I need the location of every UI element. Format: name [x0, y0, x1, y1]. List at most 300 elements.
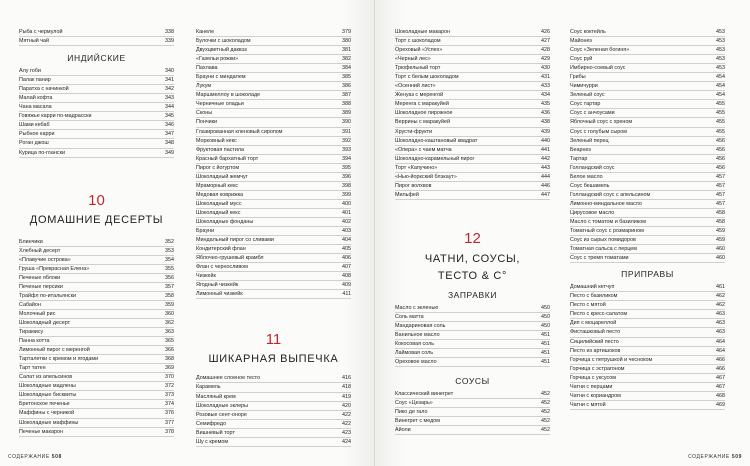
toc-entry-page: 457 — [716, 173, 725, 180]
toc-entry-page: 385 — [342, 74, 351, 81]
toc-entry-title: Лимонный пирог с меренгой — [19, 347, 90, 354]
toc-entry-title: Айоли — [395, 427, 411, 434]
toc-entry — [19, 103, 174, 112]
toc-entry — [196, 55, 351, 64]
toc-entry — [19, 130, 174, 139]
toc-entry — [196, 411, 351, 420]
toc-entry-title: Шоколадные маффины — [19, 419, 79, 426]
toc-entry-page: 438 — [541, 119, 550, 126]
toc-entry — [395, 304, 550, 313]
toc-entry — [196, 64, 351, 73]
toc-entry-page: 339 — [165, 38, 174, 45]
toc-entry — [395, 100, 550, 109]
toc-entry — [196, 73, 351, 82]
toc-entry-page: 452 — [541, 409, 550, 416]
toc-entry-title: Красный бархатный торт — [196, 155, 259, 162]
toc-entry-page: 431 — [541, 74, 550, 81]
toc-entry — [19, 256, 174, 265]
toc-entry-page: 353 — [165, 247, 174, 254]
toc-entry-page: 362 — [165, 319, 174, 326]
toc-entry-title: Рыбное карри — [19, 131, 55, 138]
toc-entry-title: Соус тартар — [570, 101, 601, 108]
toc-entry-page: 453 — [716, 38, 725, 45]
toc-entry-page: 365 — [165, 338, 174, 345]
toc-entry-page: 349 — [165, 149, 174, 156]
toc-entry-page: 454 — [716, 83, 725, 90]
toc-entry-title: Мраморный кекс — [196, 182, 239, 189]
toc-entry-title: Морковный кекс — [196, 137, 237, 144]
toc-entry-title: Белое масло — [570, 173, 603, 180]
toc-entry-page: 345 — [165, 113, 174, 120]
toc-entry — [395, 182, 550, 191]
toc-entry — [19, 67, 174, 76]
toc-list — [196, 28, 351, 299]
toc-entry-title: Пирог волхвов — [395, 182, 432, 189]
chapter-number: 11 — [265, 331, 282, 349]
toc-entry-page: 453 — [716, 47, 725, 54]
toc-entry — [19, 391, 174, 400]
toc-entry-page: 463 — [716, 311, 725, 318]
toc-entry — [395, 28, 550, 37]
toc-entry-page: 467 — [716, 374, 725, 381]
toc-entry-page: 456 — [716, 155, 725, 162]
toc-entry — [570, 209, 725, 218]
toc-entry — [395, 313, 550, 322]
toc-entry-title: Шоколадные эклеры — [196, 402, 249, 409]
toc-entry-title: «Газельи рожки» — [196, 56, 239, 63]
toc-entry-title: Чимичурри — [570, 83, 598, 90]
toc-entry-page: 455 — [716, 128, 725, 135]
toc-entry — [570, 218, 725, 227]
toc-entry-page: 402 — [342, 218, 351, 225]
toc-entry — [395, 340, 550, 349]
toc-list — [196, 374, 351, 446]
toc-entry-title: Печеные персики — [19, 283, 63, 290]
toc-entry-title: Курица по-гоански — [19, 149, 65, 156]
toc-entry — [395, 390, 550, 399]
toc-entry — [570, 338, 725, 347]
toc-entry-title: Лукум — [196, 83, 212, 90]
toc-entry-title: «Осенний лист» — [395, 83, 436, 90]
toc-entry-page: 430 — [541, 65, 550, 72]
toc-entry-title: Лимонно-миндальное масло — [570, 200, 642, 207]
section-title: ЗАПРАВКИ — [447, 289, 498, 300]
toc-entry-title: Классический винегрет — [395, 391, 454, 398]
toc-entry — [19, 400, 174, 409]
toc-entry — [570, 164, 725, 173]
toc-entry-page: 452 — [541, 427, 550, 434]
toc-entry-page: 441 — [541, 146, 550, 153]
toc-entry — [196, 290, 351, 299]
toc-entry — [196, 191, 351, 200]
toc-entry-page: 390 — [342, 119, 351, 126]
toc-entry — [196, 109, 351, 118]
toc-entry — [570, 254, 725, 263]
toc-entry-title: Торт с шоколадом — [395, 38, 441, 45]
toc-entry-page: 469 — [716, 401, 725, 408]
toc-entry-page: 455 — [716, 119, 725, 126]
toc-entry — [196, 429, 351, 438]
toc-entry-title: Молочный рис — [19, 310, 56, 317]
toc-entry — [570, 283, 725, 292]
toc-entry-title: Сконы — [196, 110, 213, 117]
chapter-title: ДОМАШНИЕ ДЕСЕРТЫ — [29, 213, 164, 226]
toc-entry — [395, 191, 550, 200]
toc-entry-page: 433 — [541, 83, 550, 90]
toc-entry-page: 434 — [541, 92, 550, 99]
toc-entry-page: 436 — [541, 110, 550, 117]
toc-entry-title: Пирог с йогуртом — [196, 164, 240, 171]
toc-entry-title: Шоколадные макарон — [395, 29, 451, 35]
toc-list — [19, 238, 174, 437]
toc-entry-title: Пончики — [196, 119, 218, 126]
chapter-title-line-1: ЧАТНИ, СОУСЫ, — [424, 252, 521, 265]
toc-entry-title: Масляный крем — [196, 393, 236, 400]
toc-entry-page: 343 — [165, 95, 174, 102]
toc-entry — [570, 146, 725, 155]
toc-entry — [196, 173, 351, 182]
toc-entry-page: 423 — [342, 429, 351, 436]
toc-entry — [196, 182, 351, 191]
toc-entry-page: 395 — [342, 164, 351, 171]
toc-entry-title: Шоколадные фонданы — [196, 218, 254, 225]
chapter-number: 12 — [464, 229, 481, 247]
toc-entry — [19, 85, 174, 94]
toc-entry-title: Соус с тремя томатами — [570, 255, 629, 262]
toc-entry — [196, 227, 351, 236]
toc-entry — [570, 100, 725, 109]
toc-entry-page: 389 — [342, 110, 351, 117]
toc-entry-page: 407 — [342, 264, 351, 271]
toc-entry-page: 403 — [342, 228, 351, 235]
toc-entry-page: 466 — [716, 365, 725, 372]
toc-entry-page: 450 — [541, 313, 550, 320]
toc-entry-page: 401 — [342, 209, 351, 216]
toc-entry — [570, 292, 725, 301]
toc-entry-page: 393 — [342, 146, 351, 153]
toc-entry — [570, 383, 725, 392]
toc-entry-title: Шами кебаб — [19, 122, 50, 129]
toc-entry — [570, 365, 725, 374]
toc-entry — [570, 91, 725, 100]
toc-entry-title: Ореховый «Успех» — [395, 47, 443, 54]
toc-entry-page: 356 — [165, 274, 174, 281]
toc-entry-page: 382 — [342, 56, 351, 63]
toc-entry-title: Пахлава — [196, 65, 218, 72]
toc-entry-title: Яблочный соус с хреном — [570, 119, 633, 126]
toc-entry — [196, 254, 351, 263]
toc-entry — [19, 139, 174, 148]
toc-entry-title: «Нью-йоркский блэкаут» — [395, 173, 457, 180]
toc-entry-page: 394 — [342, 155, 351, 162]
toc-entry-title: Домашний кетчуп — [570, 284, 615, 291]
toc-entry-title: Майонез — [570, 38, 592, 45]
toc-entry — [19, 121, 174, 130]
toc-entry-title: Чатни с мятой — [570, 401, 606, 408]
toc-entry — [570, 356, 725, 365]
toc-entry — [196, 420, 351, 429]
toc-entry-title: Пико де гало — [395, 409, 428, 416]
toc-entry-title: Шоколадный десерт — [19, 319, 71, 326]
toc-entry-title: Печеные яблоки — [19, 274, 61, 281]
toc-entry-page: 458 — [716, 209, 725, 216]
toc-entry-title: Брауни — [196, 228, 215, 235]
toc-entry — [395, 146, 550, 155]
toc-entry — [19, 76, 174, 85]
toc-entry-title: Алу гоби — [19, 68, 41, 75]
toc-entry-page: 409 — [342, 282, 351, 289]
toc-entry-page: 452 — [541, 418, 550, 425]
toc-entry-page: 368 — [165, 356, 174, 363]
toc-entry-title: Медовая коврижка — [196, 191, 244, 198]
toc-entry-title: Семифредо — [196, 420, 227, 427]
toc-entry — [570, 73, 725, 82]
toc-entry-page: 348 — [165, 140, 174, 147]
toc-entry — [570, 347, 725, 356]
toc-entry-page: 429 — [541, 56, 550, 63]
toc-entry-page: 457 — [716, 191, 725, 198]
toc-entry-page: 457 — [716, 200, 725, 207]
toc-entry-page: 439 — [541, 128, 550, 135]
toc-entry-title: Трайфл по-итальянски — [19, 292, 77, 299]
page-footer — [688, 454, 742, 460]
toc-entry-title: Песто с базиликом — [570, 293, 618, 300]
toc-entry-title: Мятный чай — [19, 38, 50, 45]
toc-entry-page: 462 — [716, 302, 725, 309]
toc-entry-page: 374 — [165, 401, 174, 408]
toc-entry-title: Паратха с начинкой — [19, 86, 69, 93]
toc-entry — [196, 200, 351, 209]
toc-entry — [570, 227, 725, 236]
toc-entry-page: 422 — [342, 420, 351, 427]
toc-entry-page: 340 — [165, 68, 174, 75]
toc-entry — [196, 128, 351, 137]
toc-entry-title: Женуаз с меренгой — [395, 92, 444, 99]
toc-entry — [196, 146, 351, 155]
toc-entry — [395, 426, 550, 435]
toc-entry — [196, 218, 351, 227]
toc-entry-page: 418 — [342, 384, 351, 391]
toc-entry-title: Песто с мятой — [570, 302, 606, 309]
toc-entry-page: 457 — [716, 182, 725, 189]
toc-entry — [395, 73, 550, 82]
toc-entry — [395, 128, 550, 137]
toc-entry-title: Фисташковый песто — [570, 329, 621, 336]
section-title: СОУСЫ — [455, 376, 490, 387]
left-col-2 — [196, 28, 351, 447]
toc-entry-page: 396 — [342, 173, 351, 180]
toc-entry — [196, 155, 351, 164]
toc-entry — [19, 310, 174, 319]
toc-entry-page: 444 — [541, 173, 550, 180]
toc-entry-page: 456 — [716, 137, 725, 144]
toc-entry — [570, 55, 725, 64]
toc-entry — [395, 408, 550, 417]
toc-entry-title: Кокосовая соль — [395, 341, 435, 348]
toc-entry — [196, 91, 351, 100]
toc-entry — [196, 28, 351, 37]
toc-entry-title: Шоколадный мусс — [196, 200, 242, 207]
toc-entry — [395, 358, 550, 367]
toc-entry-page: 466 — [716, 356, 725, 363]
toc-entry — [395, 46, 550, 55]
toc-entry-title: Ореховое масло — [395, 359, 437, 366]
toc-entry-page: 354 — [165, 256, 174, 263]
toc-entry — [196, 164, 351, 173]
toc-entry-title: Брауни с миндалем — [196, 74, 246, 81]
toc-entry-page: 376 — [165, 410, 174, 417]
toc-entry-title: Салат из апельсинов — [19, 374, 73, 381]
footer-label: СОДЕРЖАНИЕ — [8, 454, 50, 460]
toc-entry — [395, 173, 550, 182]
toc-entry-title: Двухцветный даквэз — [196, 47, 247, 54]
toc-entry-title: Винегрет с медом — [395, 418, 440, 425]
toc-entry-page: 426 — [541, 29, 550, 35]
toc-entry-title: Тарталетки с кремом и ягодами — [19, 356, 99, 363]
toc-entry-title: Песто из артишоков — [570, 347, 621, 354]
toc-entry — [570, 191, 725, 200]
chapter-number: 10 — [88, 191, 105, 209]
toc-entry-title: Роган джош — [19, 140, 49, 147]
toc-entry — [196, 209, 351, 218]
toc-list — [395, 304, 550, 367]
toc-entry-page: 427 — [541, 38, 550, 45]
toc-entry — [395, 118, 550, 127]
page-number: 509 — [731, 454, 742, 460]
right-col-2 — [570, 28, 725, 410]
toc-entry-title: Торт с белым шоколадом — [395, 74, 459, 81]
toc-entry-title: Трюфельный торт — [395, 65, 441, 72]
toc-entry-title: Шоколадный кекс — [196, 209, 241, 216]
toc-entry-title: Шоколадный жемчуг — [196, 173, 248, 180]
toc-entry — [19, 149, 174, 158]
toc-entry-page: 461 — [716, 284, 725, 291]
toc-entry-page: 384 — [342, 65, 351, 72]
toc-list — [570, 28, 725, 263]
toc-entry-title: Шоколадно-карамельный пирог — [395, 155, 475, 162]
toc-entry — [395, 64, 550, 73]
toc-entry-title: Ванильное масло — [395, 332, 440, 339]
toc-entry-title: Соус коктейль — [570, 29, 606, 35]
toc-entry-title: Маршмеллоу в шоколаде — [196, 92, 261, 99]
toc-entry-page: 387 — [342, 92, 351, 99]
toc-entry-title: Горчица с эстрагоном — [570, 365, 625, 372]
toc-entry-page: 464 — [716, 338, 725, 345]
toc-entry-title: Блинчики — [19, 238, 43, 245]
toc-entry — [395, 349, 550, 358]
toc-entry-title: Лаймовая соль — [395, 350, 434, 357]
toc-entry-page: 464 — [716, 347, 725, 354]
toc-entry-title: «Черный лес» — [395, 56, 431, 63]
toc-entry-title: Груша «Прекрасная Елена» — [19, 265, 90, 272]
toc-entry — [570, 374, 725, 383]
toc-entry-page: 388 — [342, 101, 351, 108]
toc-entry-page: 462 — [716, 293, 725, 300]
toc-entry — [19, 247, 174, 256]
toc-entry-page: 355 — [165, 265, 174, 272]
toc-entry-title: Бретонское печенье — [19, 401, 70, 408]
toc-entry-title: Масло с зеленью — [395, 304, 439, 311]
toc-entry-title: Сицилийский песто — [570, 338, 619, 345]
toc-entry — [196, 37, 351, 46]
toc-entry-page: 386 — [342, 83, 351, 90]
toc-entry-page: 392 — [342, 137, 351, 144]
toc-entry-page: 455 — [716, 101, 725, 108]
toc-entry — [395, 164, 550, 173]
toc-entry-title: Кондитерский флан — [196, 246, 246, 253]
toc-entry-title: Масло с томатом и базиликом — [570, 218, 646, 225]
toc-entry-page: 411 — [342, 291, 351, 298]
toc-entry-title: Шу с кремом — [196, 438, 229, 445]
toc-entry-page: 359 — [165, 301, 174, 308]
toc-entry — [570, 82, 725, 91]
toc-entry-title: Яблочно-грушевый крамбл — [196, 255, 264, 262]
toc-entry-page: 453 — [716, 29, 725, 35]
toc-entry — [19, 292, 174, 301]
toc-entry — [570, 109, 725, 118]
toc-entry — [570, 182, 725, 191]
toc-entry-title: Палак панир — [19, 77, 51, 84]
toc-entry — [570, 137, 725, 146]
toc-entry-page: 454 — [716, 92, 725, 99]
toc-entry-title: «Плавучие острова» — [19, 256, 71, 263]
toc-entry-title: Мильфей — [395, 191, 419, 198]
toc-entry — [570, 236, 725, 245]
toc-entry-title: Соус руй — [570, 56, 593, 63]
toc-entry-title: Соль матта — [395, 313, 424, 320]
toc-entry-page: 451 — [541, 341, 550, 348]
toc-entry-title: Говяжье карри по-мадрасски — [19, 113, 92, 120]
toc-entry — [196, 137, 351, 146]
toc-entry-title: Голландский соус — [570, 164, 615, 171]
toc-entry-title: Горчица с петрушкой и чесноком — [570, 356, 653, 363]
toc-entry — [19, 428, 174, 437]
toc-entry-title: Чизкейк — [196, 273, 216, 280]
toc-entry-title: Горчица с уксусом — [570, 374, 616, 381]
toc-entry — [196, 281, 351, 290]
toc-entry-page: 459 — [716, 237, 725, 244]
toc-entry — [570, 64, 725, 73]
toc-entry — [570, 200, 725, 209]
toc-entry-page: 428 — [541, 47, 550, 54]
toc-entry-page: 347 — [165, 131, 174, 138]
toc-entry-title: Маффины с черникой — [19, 410, 75, 417]
toc-entry — [196, 245, 351, 254]
toc-entry-title: Соус бешамель — [570, 182, 610, 189]
toc-entry-title: Хлебный десерт — [19, 247, 61, 254]
toc-entry-page: 460 — [716, 255, 725, 262]
toc-entry-title: Цирусовое масло — [570, 209, 615, 216]
toc-entry-page: 447 — [541, 191, 550, 198]
section-title: ИНДИЙСКИЕ — [67, 53, 126, 64]
toc-entry-title: Веррины с маракуйей — [395, 119, 450, 126]
toc-entry — [395, 399, 550, 408]
toc-entry-page: 366 — [165, 347, 174, 354]
toc-entry-title: Чатни с перцами — [570, 383, 613, 390]
toc-entry-page: 399 — [342, 191, 351, 198]
toc-entry — [196, 383, 351, 392]
toc-entry-page: 450 — [541, 304, 550, 311]
toc-entry — [395, 37, 550, 46]
toc-entry-title: Томатная сальса с перцем — [570, 246, 637, 253]
toc-entry-page: 373 — [165, 392, 174, 399]
toc-entry-title: Флан с черносливом — [196, 264, 248, 271]
toc-entry-page: 363 — [165, 329, 174, 336]
toc-entry — [395, 55, 550, 64]
toc-entry-page: 369 — [165, 365, 174, 372]
toc-entry — [196, 263, 351, 272]
toc-entry-page: 405 — [342, 246, 351, 253]
